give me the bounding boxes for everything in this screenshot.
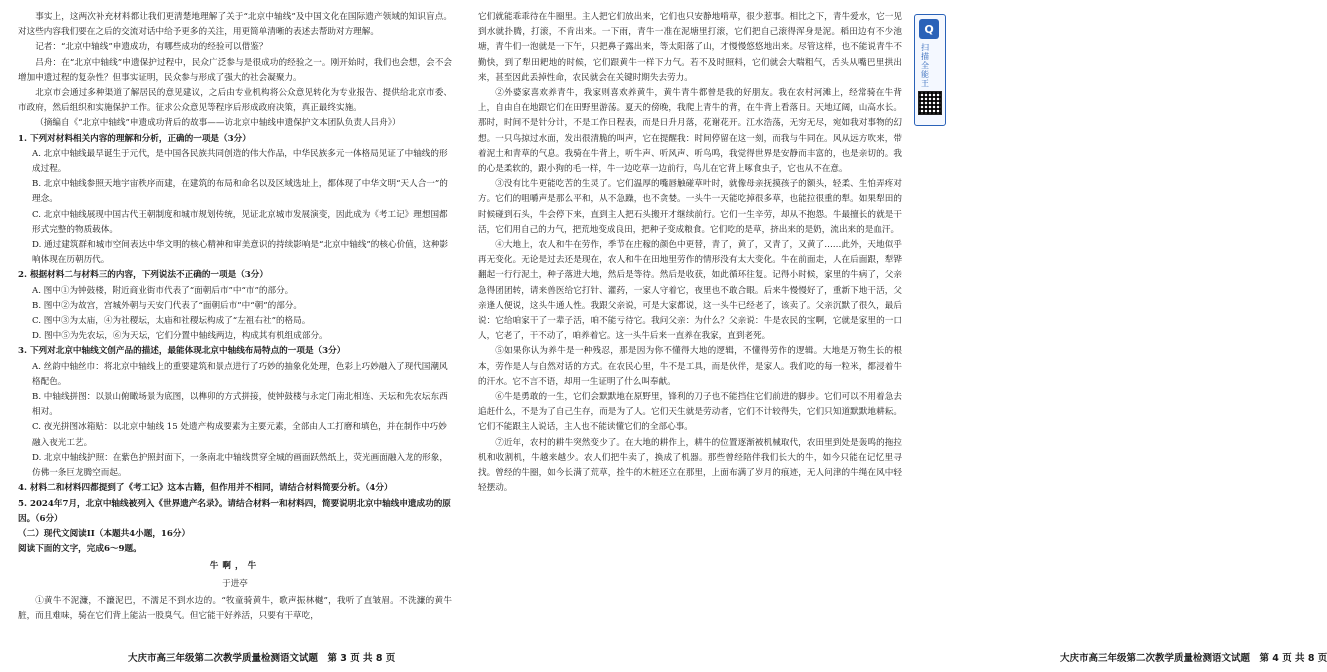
qr-code-icon[interactable] <box>918 91 942 115</box>
question-5: 5. 2024年7月，北京中轴线被列入《世界遗产名录》。请结合材料一和材料四，简要说明北京中轴线申遗成功的原因。（6分） <box>18 498 451 524</box>
story-paragraph-6: ⑥牛是勇敢的一生，它们会默默地在原野里，锋利的刀子也不能挡住它们前进的脚步。它们可以不用着急去追赶什么，不是为了自己生存，而是为了人。它们天生就是劳动者，它们不计较得失，它们只知道默默地耕耘。它们不能跟主人说话，主人也不能读懂它们的全部心事。 <box>478 392 902 433</box>
answer-paragraph-2: 北京市会通过多种渠道了解居民的意见建议，之后由专业机构将公众意见转化为专业报告、提供给北京市委、市政府，然后组织和实施保护工作。征求公众意见等程序后形成政府决策，真正最终实施。 <box>18 88 452 114</box>
q1-option-b: B. 北京中轴线参照天地宇宙秩序而建，在建筑的布局和命名以及区域选址上，都体现了中华文明“天人合一”的理念。 <box>32 179 448 205</box>
q3-option-d: D. 北京中轴线护照：在紫色护照封面下，一条南北中轴线贯穿全城的画面跃然纸上，荧光画面融入龙的形象，仿佛一条巨龙腾空而起。 <box>32 452 448 479</box>
reporter-question: 记者：“北京中轴线”申遗成功，有哪些成功的经验可以借鉴？ <box>35 42 268 53</box>
answer-paragraph-1: 吕舟：在“北京中轴线”申遗保护过程中，民众广泛参与是很成功的经验之一。刚开始时，我们也会想，会不会增加申遗过程的复杂性？但事实证明，民众参与形成了强大的社会凝聚力。 <box>18 57 452 83</box>
question-1: 1. 下列对材料相关内容的理解和分析，正确的一项是（3分） <box>18 133 251 144</box>
story-paragraph-3: ③没有比牛更能吃苦的生灵了。它们温厚的嘴唇触碰草叶时，就像母亲抚摸孩子的额头，轻柔、生怕弄疼对方。它们的咀嚼声是那么平和，从不急躁，也不贪婪。一头牛一天能吃掉很多草，也能拉很重的犁。如果犁田的时候碰到石头，牛会停下来，直到主人把石头搬开才继续前行。它们一生辛劳，却从不抱怨。牛最擅长的就是干活，它们用自己的力气，把荒地变成良田，把种子变成粮食。它们吃的是草，挤出来的是奶，流出来的是血汗。 <box>478 179 902 235</box>
q3-option-b: B. 中轴线拼图：以景山俯瞰场景为底图，以榫卯的方式拼接，使钟鼓楼与永定门南北相连、天坛和先农坛东西相对。 <box>32 392 448 418</box>
source-citation: （摘编自《“北京中轴线”申遗成功背后的故事——访北京中轴线申遗保护文本团队负责人吕舟》） <box>35 118 401 129</box>
story-title: 牛啊，牛 <box>209 561 261 572</box>
q3-option-a: A. 丝韵中轴丝巾：将北京中轴线上的重要建筑和景点进行了巧妙的抽象化处理，色彩上巧妙融入了现代国潮风格配色。 <box>32 361 448 387</box>
question-4: 4. 材料二和材料四都提到了《考工记》这本古籍，但作用并不相同，请结合材料简要分析。（4分） <box>18 483 393 494</box>
q3-option-c: C. 夜光拼图冰箱贴：以北京中轴线 15 处遗产构成要素为主要元素，全部由人工打磨和填色，并在制作中巧妙融入夜光工艺。 <box>32 422 447 448</box>
footer-left: 大庆市高三年级第二次教学质量检测语文试题 第 3 页 共 8 页 <box>128 652 396 664</box>
story-author: 于进亭 <box>222 578 248 589</box>
q1-option-a: A. 北京中轴线最早诞生于元代，是中国各民族共同创造的伟大作品，中华民族多元一体格局见证了中轴线的形成过程。 <box>32 148 448 175</box>
story-paragraph-7: ⑦近年，农村的耕牛突然变少了。在大地的耕作上，耕牛的位置逐渐被机械取代，农田里到处是轰鸣的拖拉机和收割机，牛越来越少。农人们把牛卖了，换成了机器。那些曾经陪伴我们长大的牛，如今只能在记忆里寻找。曾经的牛圈，如今长满了荒草，拴牛的木桩还立在那里，上面布满了岁月的痕迹，无人问津的牛绳在风中轻轻摆动。 <box>478 437 902 494</box>
q2-option-b: B. 图中②为故宫，宫城外朝与天安门代表了“面朝后市”中“朝”的部分。 <box>32 300 302 311</box>
scanner-label: 扫描全能王 <box>921 43 929 88</box>
q1-option-c: C. 北京中轴线展现中国古代王朝制度和城市规划传统，见证北京城市发展演变，因此成为《考工记》理想国都形式完整的物质载体。 <box>32 209 448 235</box>
intro-paragraph: 事实上，这两次补充材料都让我们更清楚地理解了关于“北京中轴线”及中国文化在国际遗产领域的知识盲点。对这些内容我们要在之后的交流对话中给予更多的关注，用更简单清晰的表述去帮助对方理解。 <box>18 12 452 38</box>
scanner-watermark[interactable] <box>914 14 946 126</box>
reading-prompt: 阅读下面的文字，完成6～9题。 <box>18 544 142 555</box>
scanner-logo-icon: Q <box>919 19 939 39</box>
q2-option-c: C. 图中③为太庙，④为社稷坛，太庙和社稷坛构成了“左祖右社”的格局。 <box>32 316 311 327</box>
q2-option-a: A. 图中①为钟鼓楼，附近商业街市代表了“面朝后市”中“市”的部分。 <box>32 285 294 296</box>
question-3: 3. 下列对北京中轴线文创产品的描述，最能体现北京中轴线布局特点的一项是（3分） <box>18 346 346 357</box>
q2-option-d: D. 图中⑤为先农坛，⑥为天坛，它们分置中轴线两边，构成其有机组成部分。 <box>32 331 328 342</box>
story-paragraph-1-cont: 它们就能乖乖待在牛圈里。主人把它们放出来，它们也只安静地啃草，很少惹事。相比之下，青牛爱水，它一见到水就扑腾，打滚，不肯出来。一下雨，青牛一准在泥塘里打滚，它们把自己滚得浑身是泥。稻田边有不少池塘，青牛们一泡就是一下午，只把鼻子露出来，等太阳落了山，才慢慢悠悠地出来。尽管这样，也不能说青牛不勤快，到了犁田耙地的时候，它们跟黄牛一样下力气。若不及时照料，它们就会大喘粗气，舌头从嘴巴里拱出来，甚至因此丢掉性命，农民就会在关键时期失去劳力。 <box>478 12 902 83</box>
footer-right: 大庆市高三年级第二次教学质量检测语文试题 第 4 页 共 8 页 <box>1060 652 1327 664</box>
page-left <box>0 0 466 672</box>
question-2: 2. 根据材料二与材料三的内容，下列说法不正确的一项是（3分） <box>18 270 268 281</box>
section-heading: （二）现代文阅读II（本题共4小题，16分） <box>18 528 191 539</box>
story-paragraph-1: ①黄牛不泥濂，不濂泥巴，不濡足不到水边的。“牧童骑黄牛，歌声振林樾”，我听了直皱眉。不洗濂的黄牛脏，而且难味，骑在它们背上能沾一股臭气。但它能干好养活，只要有干草吃， <box>18 595 452 621</box>
q1-option-d: D. 通过建筑群和城市空间表达中华文明的核心精神和审美意识的持续影响是“北京中轴线”的核心价值，这种影响体现在历朝历代。 <box>32 240 449 266</box>
story-paragraph-5: ⑤如果你认为养牛是一种残忍，那是因为你不懂得大地的逻辑，不懂得劳作的逻辑。大地是万物生长的根本，劳作是人与自然对话的方式。在农民心里，牛不是工具，而是伙伴，是家人。我们吃的每一粒米，都浸着牛的汗水。它不言不语，却用一生证明了什么叫奉献。 <box>478 346 902 387</box>
story-paragraph-4: ④大地上，农人和牛在劳作，季节在庄稼的颜色中更替，青了，黄了，又青了，又黄了……此外，天地似乎再无变化。无论是过去还是现在，农人和牛在田地里劳作的情形没有太大变化。牛在前面走，人在后面跟，犁铧翻起一行行泥土，种子落进大地，然后是等待。然后是收获，如此循环往复。记得小时候，家里的牛病了，父亲急得团团转，请来兽医给它打针、灌药，一家人守着它，夜里也不敢合眼。后来牛慢慢好了，重新下地干活，父亲逢人便说，这头牛通人性。我跟父亲说，可是大家都说，这一头牛已经老了，该卖了。父亲沉默了很久，最后说：它给咱家干了一辈子活，咱不能亏待它。我问父亲：为什么？父亲说：牛是农民的宝啊，它就是家里的一口人，它老了，干不动了，咱养着它。这一头牛后来一直养在我家，直到老死。 <box>478 240 902 342</box>
story-paragraph-2: ②外婆家喜欢养青牛，我家则喜欢养黄牛，黄牛青牛都曾是我的好朋友。我在农村河滩上，经常骑在牛背上，自由自在地跟它们在田野里游荡。夏天的傍晚，我爬上青牛的背，在牛背上看落日。天地辽阔，山高水长。那时，时间不是针分计，不是工作日程表，而是日升月落，花谢花开。江水浩荡，无穷无尽，宛如我对事物的幻想。一只鸟掠过水面，发出很清脆的叫声，它在提醒我：时间停留在这一刻，而我与牛同在。风从远方吹来，带着泥土和青草的气息。我骑在牛背上，听牛声、听风声、听鸟鸣，我觉得世界是安静而丰富的，也是亲切的。我的心是柔软的，跟小狗的毛一样，牛一边吃草一边前行，鸟儿在它背上啄食虫子，它也从不在意。 <box>478 88 902 175</box>
